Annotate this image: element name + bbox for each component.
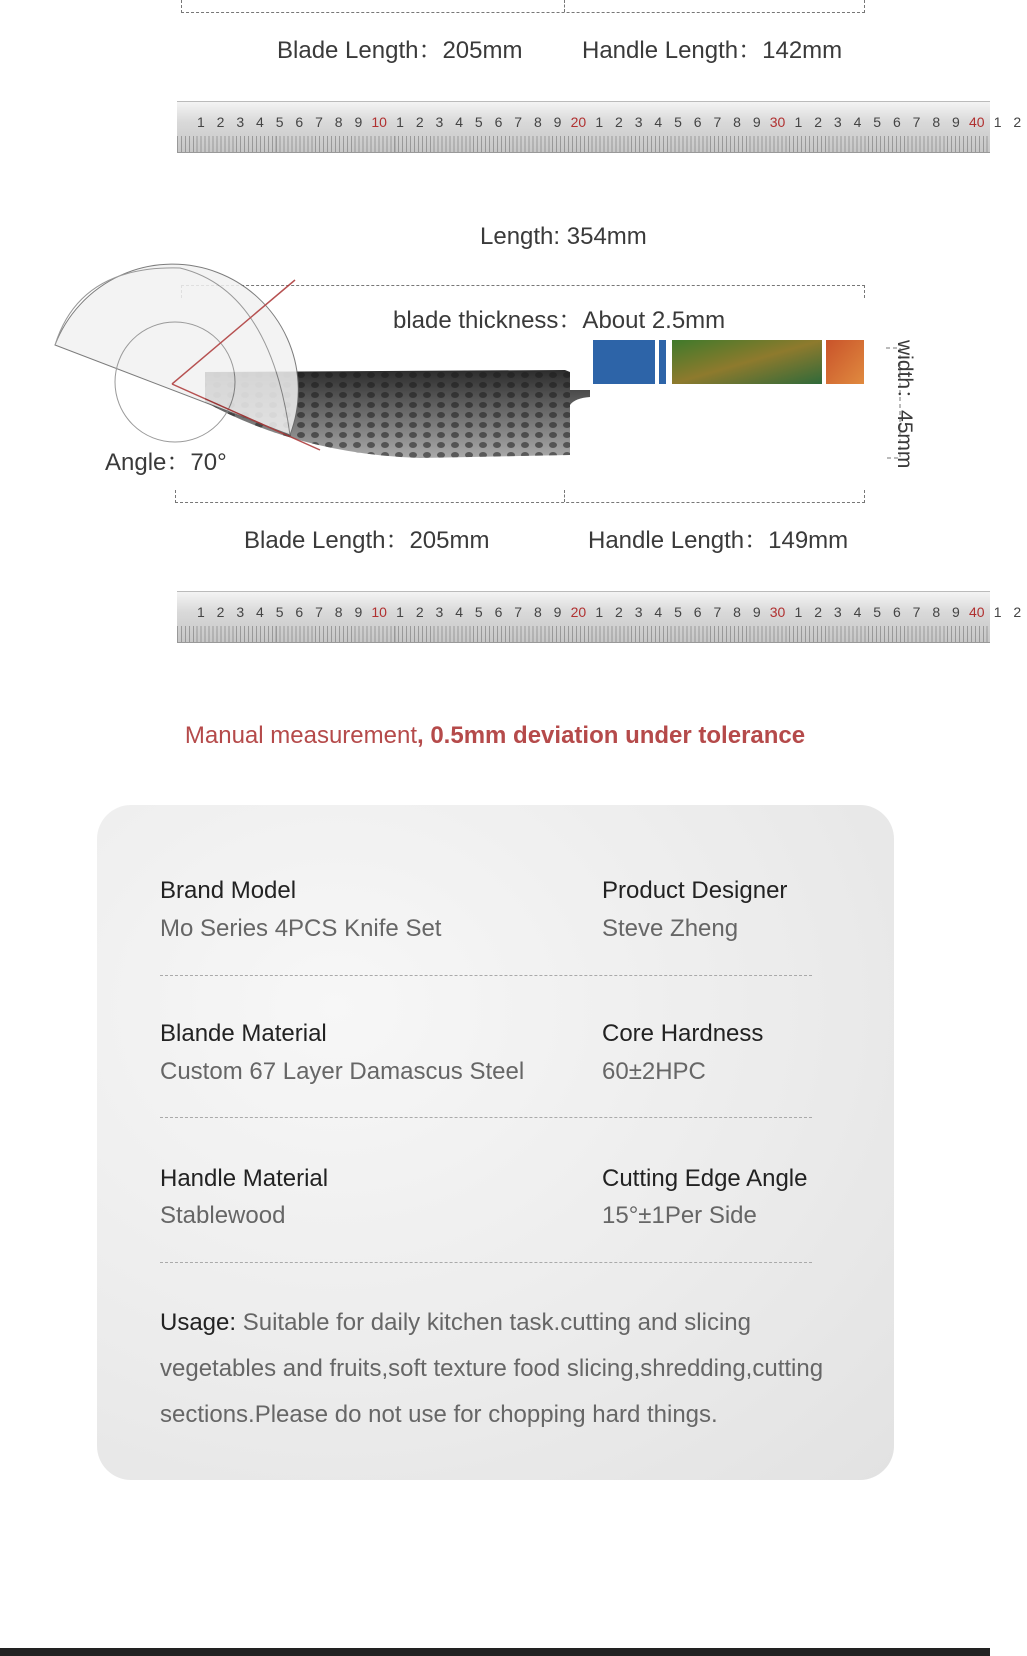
spec-value-cutting-edge-angle: 15°±1Per Side [602,1202,757,1229]
ruler-number: 4 [455,604,463,620]
ruler-number: 1 [794,114,803,130]
measurement-note [0,722,990,750]
ruler-number: 5 [674,604,682,620]
handle-length: Handle Length：149mm [588,527,849,554]
spec-heading-handle-material: Handle Material [160,1165,329,1192]
ruler-number: 9 [354,604,363,620]
spec-heading-product-designer: Product Designer [602,877,788,904]
blade-length: Blade Length：205mm [244,527,490,554]
ruler-number: 2 [216,604,225,620]
ruler-number: 6 [295,114,304,130]
ruler-number: 6 [693,604,702,620]
ruler-number: 30 [769,114,786,130]
knife-angle: Angle：70° [105,449,227,476]
ruler-number: 1 [595,114,604,130]
knife-width: width：45mm [893,340,916,469]
ruler-number: 5 [674,114,682,130]
ruler-numbers [191,114,1027,130]
ruler-number: 8 [533,604,542,620]
ruler-number: 7 [514,604,523,620]
ruler-number: 9 [553,604,562,620]
spec-heading-brand-model: Brand Model [160,877,297,904]
spec-divider [160,975,812,976]
ruler-number: 6 [295,604,304,620]
usage-label: Usage: [160,1309,237,1336]
ruler-number: 40 [968,114,985,130]
ruler-number: 8 [932,114,941,130]
ruler-number: 5 [873,604,882,620]
ruler-number: 4 [853,114,862,130]
spec-heading-cutting-edge-angle: Cutting Edge Angle [602,1165,808,1192]
ruler-number: 8 [932,604,941,620]
knife-length: Length: 354mm [480,223,647,250]
ruler-numbers [191,604,1027,620]
ruler-number: 2 [1013,604,1022,620]
ruler-number: 6 [693,114,702,130]
ruler-number: 6 [892,604,901,620]
ruler-number: 3 [634,604,643,620]
ruler-number: 6 [494,604,503,620]
ruler-number: 1 [595,604,604,620]
ruler-number: 10 [371,114,387,130]
ruler-bottom [177,591,1022,643]
measurement-note-normal: Manual measurement [184,722,417,749]
ruler-number: 30 [769,604,786,620]
ruler-number: 8 [533,114,542,130]
ruler-number: 5 [474,114,483,130]
ruler-number: 8 [334,114,343,130]
spec-value-brand-model: Mo Series 4PCS Knife Set [160,915,442,942]
ruler-number: 4 [654,604,663,620]
protractor-icon [55,264,320,450]
ruler-number: 1 [196,604,205,620]
ruler-number: 7 [912,114,921,130]
ruler-number: 3 [435,114,444,130]
spec-divider [160,1117,812,1118]
ruler-number: 4 [853,604,862,620]
measurement-note-bold: , 0.5mm deviation under tolerance [417,722,806,749]
ruler-number: 7 [514,114,523,130]
ruler-number: 9 [553,114,562,130]
ruler-number: 1 [794,604,803,620]
top-blade-length: Blade Length：205mm [277,37,523,64]
ruler-ticks [177,626,990,642]
ruler-number: 3 [435,604,444,620]
bottom-bar [0,1648,990,1656]
ruler-number: 2 [814,114,822,130]
ruler-number: 9 [354,114,363,130]
ruler-number: 3 [236,604,245,620]
top-dimension-bracket [181,0,865,13]
ruler-number: 3 [833,604,842,620]
ruler-number: 1 [396,604,404,620]
spec-value-core-hardness: 60±2HPC [602,1058,706,1085]
spec-value-blade-material: Custom 67 Layer Damascus Steel [160,1058,525,1085]
ruler-number: 5 [275,114,284,130]
ruler-number: 3 [236,114,245,130]
blade-thickness: blade thickness：About 2.5mm [393,307,726,334]
ruler-number: 4 [256,604,264,620]
ruler-number: 20 [570,604,587,620]
ruler-number: 8 [733,114,741,130]
ruler-number: 8 [733,604,741,620]
ruler-number: 10 [371,604,387,620]
ruler-number: 5 [873,114,882,130]
ruler-number: 6 [892,114,901,130]
handle [593,340,864,384]
ruler-number: 7 [912,604,921,620]
ruler-number: 1 [196,114,205,130]
ruler-number: 7 [315,114,323,130]
ruler-number: 8 [334,604,343,620]
ruler-number: 3 [833,114,842,130]
spec-divider [160,1262,812,1263]
usage-text [160,1300,860,1438]
spec-heading-blade-material: Blande Material [160,1020,327,1047]
ruler-number: 4 [455,114,463,130]
spec-value-handle-material: Stablewood [160,1202,286,1229]
ruler-number: 40 [968,604,985,620]
ruler-number: 2 [615,114,623,130]
ruler-number: 6 [494,114,503,130]
ruler-number: 9 [952,604,960,620]
ruler-number: 7 [713,604,722,620]
lower-length-bracket [175,490,865,503]
usage-description: Suitable for daily kitchen task.cutting and slicing vegetables and fruits,soft texture food slicing,shredding,cutting sections.Please do not use for chopping hard things. [160,1309,824,1428]
ruler-number: 9 [752,114,761,130]
ruler-number: 2 [415,114,424,130]
ruler-number: 9 [752,604,761,620]
ruler-number: 2 [814,604,822,620]
ruler-number: 1 [993,604,1002,620]
ruler-number: 7 [315,604,323,620]
top-dimension-divider [564,0,565,12]
spec-card [97,805,894,1480]
ruler-number: 1 [396,114,404,130]
ruler-number: 20 [570,114,587,130]
ruler-number: 9 [952,114,960,130]
spec-heading-core-hardness: Core Hardness [602,1020,764,1047]
ruler-ticks [177,136,990,152]
ruler-number: 5 [275,604,284,620]
ruler-number: 4 [256,114,264,130]
ruler-number: 7 [713,114,722,130]
ruler-top [177,101,1022,153]
ruler-number: 2 [216,114,225,130]
spec-value-product-designer: Steve Zheng [602,915,739,942]
ruler-number: 4 [654,114,663,130]
ruler-number: 2 [415,604,424,620]
ruler-number: 5 [474,604,483,620]
top-handle-length: Handle Length：142mm [582,37,843,64]
ruler-number: 2 [1013,114,1022,130]
ruler-number: 2 [615,604,623,620]
ruler-number: 3 [634,114,643,130]
ruler-number: 1 [993,114,1002,130]
lower-bracket-divider [564,490,565,502]
